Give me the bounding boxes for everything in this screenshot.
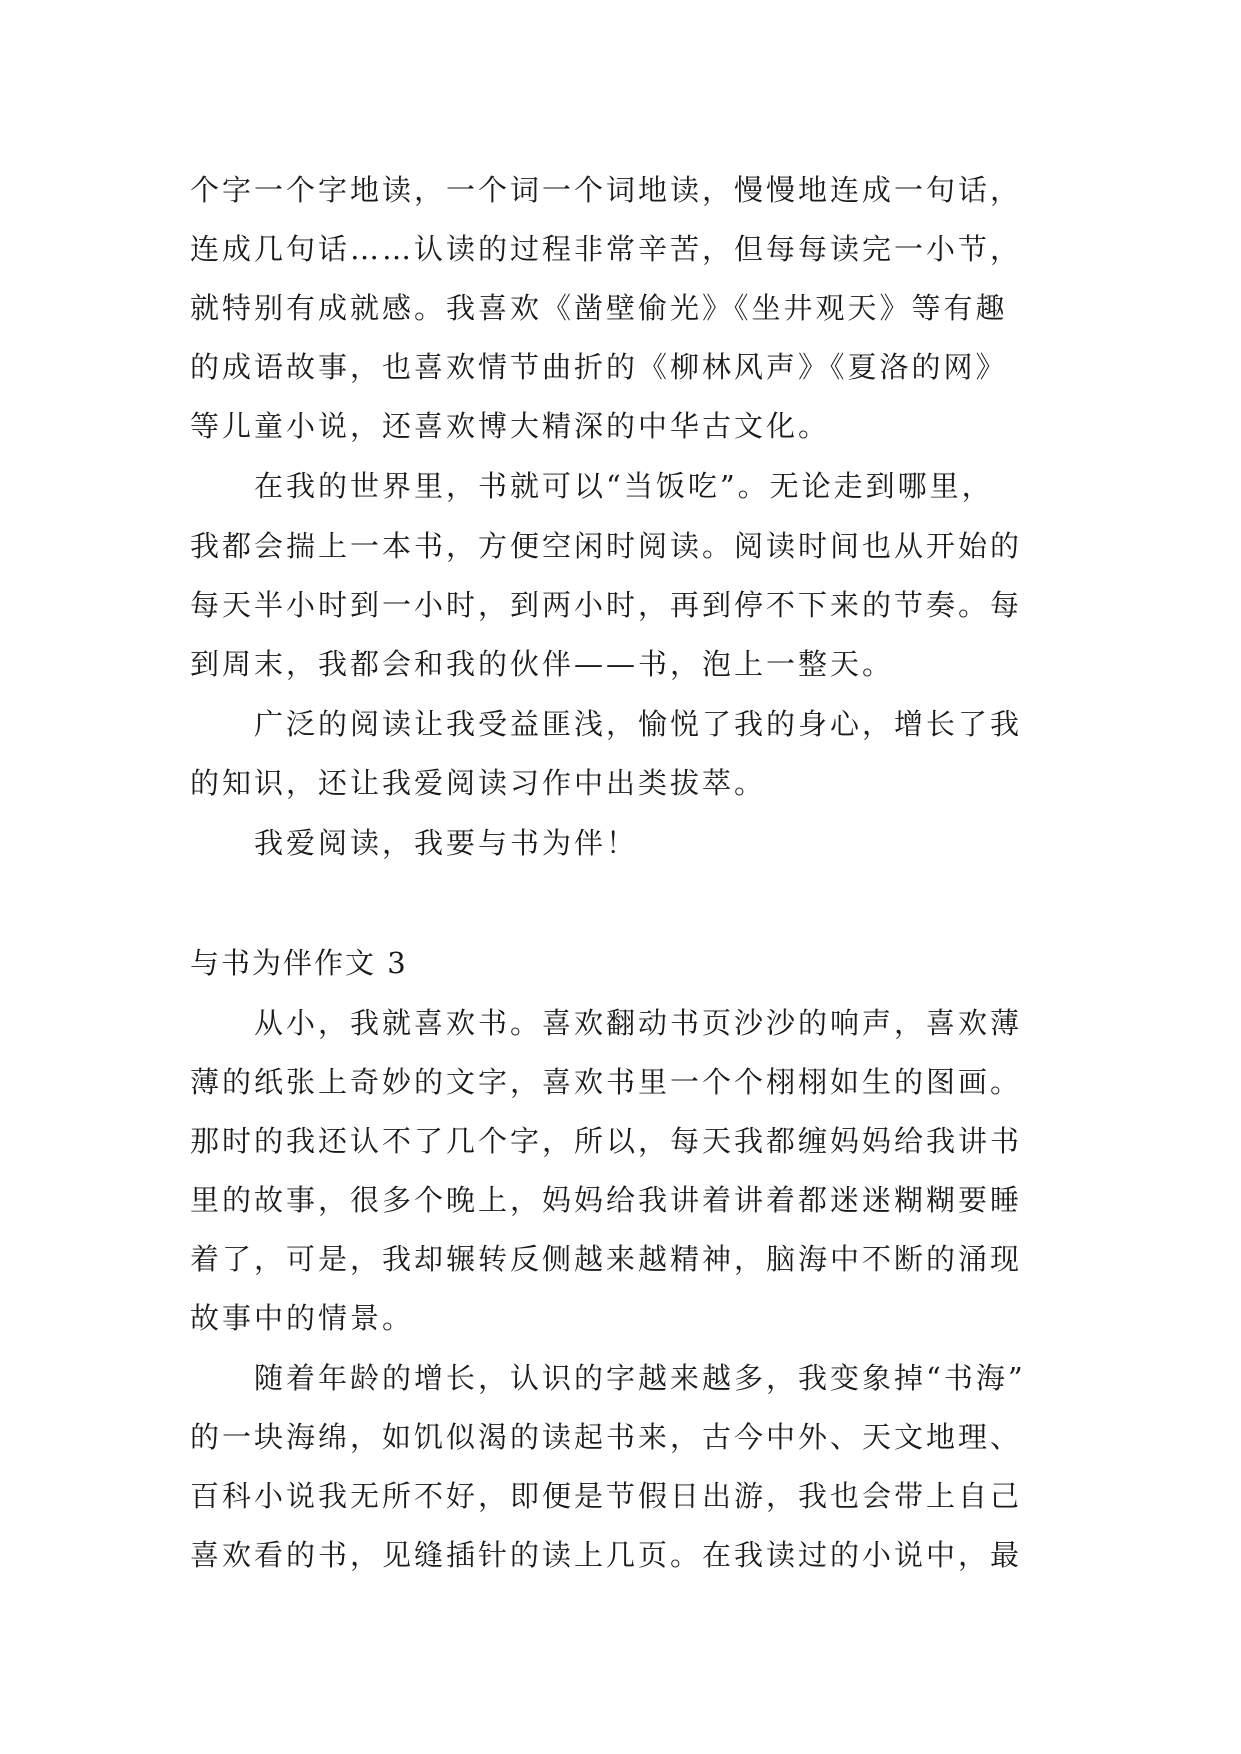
text-line: 故事中的情景。 xyxy=(190,1301,415,1335)
text-line: 的一块海绵，如饥似渴的读起书来，古今中外、天文地理、 xyxy=(190,1420,1023,1454)
paragraph-first-line: 我爱阅读，我要与书为伴！ xyxy=(254,826,639,860)
text-line: 每天半小时到一小时，到两小时，再到停不下来的节奏。每 xyxy=(190,588,1023,622)
text-line: 等儿童小说，还喜欢博大精深的中华古文化。 xyxy=(190,409,831,443)
text-line: 到周末，我都会和我的伙伴——书，泡上一整天。 xyxy=(190,647,895,681)
text-line: 就特别有成就感。我喜欢《凿壁偷光》《坐井观天》等有趣 xyxy=(190,291,1008,325)
paragraph-first-line: 在我的世界里，书就可以“当饭吃”。无论走到哪里， xyxy=(254,469,994,503)
paragraph-first-line: 随着年龄的增长，认识的字越来越多，我变象掉“书海” xyxy=(254,1361,1026,1395)
text-line: 的成语故事，也喜欢情节曲折的《柳林风声》《夏洛的网》 xyxy=(190,350,1008,384)
text-line: 着了，可是，我却辗转反侧越来越精神，脑海中不断的涌现 xyxy=(190,1242,1023,1276)
text-line: 个字一个字地读，一个词一个词地读，慢慢地连成一句话， xyxy=(190,173,1023,207)
text-line: 喜欢看的书，见缝插针的读上几页。在我读过的小说中，最 xyxy=(190,1538,1023,1572)
text-line: 百科小说我无所不好，即便是节假日出游，我也会带上自己 xyxy=(190,1479,1023,1513)
text-line: 我都会揣上一本书，方便空闲时阅读。阅读时间也从开始的 xyxy=(190,529,1023,563)
paragraph-first-line: 从小，我就喜欢书。喜欢翻动书页沙沙的响声，喜欢薄 xyxy=(254,1006,1023,1040)
text-line: 的知识，还让我爱阅读习作中出类拔萃。 xyxy=(190,766,767,800)
text-line: 连成几句话……认读的过程非常辛苦，但每每读完一小节， xyxy=(190,232,1023,266)
text-line: 里的故事，很多个晚上，妈妈给我讲着讲着都迷迷糊糊要睡 xyxy=(190,1183,1023,1217)
text-line: 那时的我还认不了几个字，所以，每天我都缠妈妈给我讲书 xyxy=(190,1124,1023,1158)
paragraph-first-line: 广泛的阅读让我受益匪浅，愉悦了我的身心，增长了我 xyxy=(254,707,1023,741)
text-line: 薄的纸张上奇妙的文字，喜欢书里一个个栩栩如生的图画。 xyxy=(190,1065,1023,1099)
section-heading: 与书为伴作文 3 xyxy=(190,946,408,980)
